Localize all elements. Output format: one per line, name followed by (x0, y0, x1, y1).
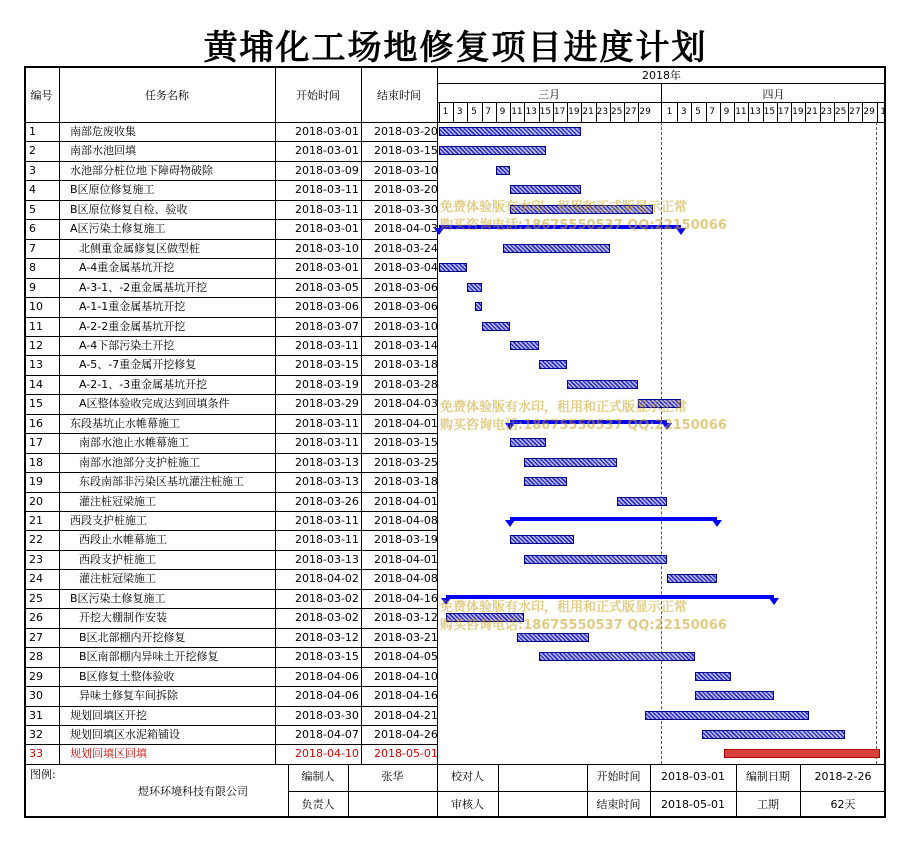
task-start: 2018-03-06 (295, 300, 359, 314)
day-label: 13 (525, 107, 537, 117)
task-start: 2018-03-30 (295, 708, 359, 722)
task-id: 18 (29, 455, 43, 469)
task-end: 2018-04-01 (374, 494, 438, 508)
task-end: 2018-03-06 (374, 280, 438, 294)
compiler-value: 张华 (381, 769, 404, 783)
day-label: 29 (639, 107, 651, 117)
task-name: A-3-1、-2重金属基坑开挖 (79, 280, 208, 294)
header-id: 编号 (30, 89, 53, 102)
grid-line (24, 355, 437, 356)
task-bar (510, 438, 546, 447)
company-name: 煜环环境科技有限公司 (138, 784, 248, 798)
grid-line (24, 686, 437, 687)
grid-line (24, 647, 437, 648)
task-start: 2018-03-02 (295, 591, 359, 605)
task-name: 灌注桩冠梁施工 (79, 572, 156, 586)
header-year: 2018年 (642, 69, 681, 82)
task-start: 2018-03-11 (295, 436, 359, 450)
task-end: 2018-03-20 (374, 125, 438, 138)
task-id: 3 (29, 163, 36, 177)
compile-date-label: 编制日期 (746, 769, 790, 783)
task-end: 2018-04-01 (374, 416, 438, 430)
task-id: 32 (29, 727, 43, 741)
summary-end-marker (712, 520, 722, 527)
task-bar (510, 185, 581, 194)
task-id: 23 (29, 552, 43, 566)
task-id: 17 (29, 436, 43, 450)
day-label: 29 (863, 107, 875, 117)
task-id: 6 (29, 222, 36, 236)
grid-line (24, 725, 437, 726)
grid-line (24, 239, 437, 240)
task-name: 规划回填区回填 (70, 747, 147, 761)
task-name: 水池部分桩位地下障碍物破除 (70, 163, 213, 177)
task-bar (510, 535, 574, 544)
task-bar (439, 146, 546, 155)
task-id: 22 (29, 533, 43, 547)
task-name: B区污染土修复施工 (70, 591, 166, 605)
task-end: 2018-04-08 (374, 572, 438, 586)
task-start: 2018-03-11 (295, 416, 359, 430)
grid-line (24, 569, 437, 570)
end-label: 结束时间 (596, 797, 641, 811)
header-month-april: 四月 (762, 88, 785, 101)
day-label: 5 (695, 107, 701, 117)
task-bar (695, 691, 773, 700)
task-bar (475, 302, 482, 311)
grid-line (24, 511, 437, 512)
task-end: 2018-03-20 (374, 183, 438, 197)
header-start: 开始时间 (296, 89, 340, 102)
checker-label: 校对人 (451, 769, 484, 783)
task-end: 2018-03-30 (374, 202, 438, 216)
watermark-line: 免费体验版有水印，租用和正式版显示正常 (440, 200, 688, 215)
day-label: 7 (485, 107, 492, 117)
grid-line (24, 394, 437, 395)
watermark-line: 免费体验版有水印，租用和正式版显示正常 (440, 600, 688, 615)
task-name: 灌注桩冠梁施工 (79, 494, 156, 508)
task-start: 2018-04-10 (295, 747, 359, 761)
task-start: 2018-03-15 (295, 358, 359, 372)
task-start: 2018-03-09 (295, 163, 359, 177)
grid-line (24, 764, 886, 765)
month-divider (876, 122, 877, 764)
grid-line (24, 706, 437, 707)
grid-line (24, 453, 437, 454)
task-bar (667, 574, 717, 583)
day-label: 11 (511, 107, 523, 117)
watermark-line: 购买咨询电话:18675550537 QQ:22150066 (440, 218, 727, 233)
day-label: 21 (806, 107, 818, 117)
task-end: 2018-03-19 (374, 533, 438, 547)
task-name: B区原位修复施工 (70, 183, 155, 197)
task-name: 南部水池止水帷幕施工 (79, 436, 189, 450)
grid-line (24, 122, 886, 123)
task-end: 2018-03-15 (374, 436, 438, 450)
task-bar (702, 730, 844, 739)
day-label: 3 (680, 107, 687, 117)
task-start: 2018-03-02 (295, 611, 359, 625)
task-bar (567, 380, 638, 389)
task-name: 南部水池回填 (70, 144, 136, 158)
task-id: 5 (29, 202, 36, 216)
task-bar (617, 497, 667, 506)
task-end: 2018-03-10 (374, 319, 438, 333)
task-bar (539, 360, 567, 369)
task-id: 8 (29, 261, 36, 275)
day-label: 21 (582, 107, 594, 117)
task-start: 2018-03-11 (295, 183, 359, 197)
day-label: 1 (666, 107, 673, 117)
task-end: 2018-03-21 (374, 630, 438, 644)
task-start: 2018-04-02 (295, 572, 359, 586)
task-id: 19 (29, 475, 43, 489)
task-start: 2018-03-13 (295, 475, 359, 489)
task-start: 2018-03-13 (295, 455, 359, 469)
task-bar (503, 244, 610, 253)
grid-line (24, 492, 437, 493)
task-id: 27 (29, 630, 43, 644)
task-bar (467, 283, 481, 292)
task-name: A-4重金属基坑开挖 (79, 261, 175, 275)
task-end: 2018-03-24 (374, 241, 438, 255)
task-name: 北侧重金属修复区做型桩 (79, 241, 200, 255)
task-bar (517, 633, 588, 642)
task-name: A区整体验收完成达到回填条件 (79, 397, 230, 411)
grid-line (59, 66, 60, 764)
day-label: 25 (610, 107, 623, 117)
task-name: 开挖大棚制作安装 (79, 611, 167, 625)
day-label: 1 (880, 107, 886, 117)
task-bar (439, 127, 581, 136)
task-name: B区原位修复自检、验收 (70, 202, 188, 216)
task-bar (539, 652, 696, 661)
task-start: 2018-04-07 (295, 727, 359, 741)
task-name: 西段止水帷幕施工 (79, 533, 167, 547)
task-end: 2018-03-18 (374, 475, 438, 489)
task-id: 30 (29, 689, 43, 703)
watermark-line: 购买咨询电话:18675550537 QQ:22150066 (440, 618, 727, 633)
grid-line (24, 297, 437, 298)
compile-date-value: 2018-2-26 (814, 769, 872, 783)
task-start: 2018-03-11 (295, 202, 359, 216)
task-id: 15 (29, 397, 43, 411)
task-start: 2018-03-11 (295, 514, 359, 527)
task-end: 2018-04-03 (374, 397, 438, 411)
task-start: 2018-03-11 (295, 533, 359, 547)
task-name: 西段支护桩施工 (79, 552, 156, 566)
task-end: 2018-03-15 (374, 144, 438, 158)
task-id: 25 (29, 591, 43, 605)
task-bar (524, 477, 567, 486)
task-end: 2018-04-26 (374, 727, 438, 741)
task-name: 规划回填区开挖 (70, 708, 147, 722)
day-label: 9 (499, 107, 506, 117)
grid-line (24, 628, 437, 629)
grid-line (24, 317, 437, 318)
grid-line (498, 764, 499, 818)
task-start: 2018-03-01 (295, 261, 359, 275)
day-label: 27 (849, 107, 861, 117)
task-end: 2018-04-05 (374, 650, 438, 664)
task-end: 2018-04-16 (374, 689, 438, 703)
day-label: 23 (820, 107, 833, 117)
task-start: 2018-04-06 (295, 669, 359, 683)
day-label: 17 (777, 107, 790, 117)
header-month-march: 三月 (538, 88, 560, 101)
task-id: 24 (29, 572, 43, 586)
day-label: 9 (723, 107, 730, 117)
task-bar (439, 263, 467, 272)
task-start: 2018-03-15 (295, 650, 359, 664)
grid-line (24, 744, 437, 745)
task-id: 20 (29, 494, 43, 508)
task-bar (695, 672, 731, 681)
header-task-name: 任务名称 (145, 89, 189, 102)
day-label: 5 (471, 107, 477, 117)
day-label: 23 (596, 107, 609, 117)
task-id: 21 (29, 514, 43, 527)
grid-line (24, 141, 437, 142)
task-name: 西段支护桩施工 (70, 514, 147, 527)
grid-line (24, 550, 437, 551)
legend-label: 图例: (30, 767, 56, 781)
task-start: 2018-04-06 (295, 689, 359, 703)
task-end: 2018-04-10 (374, 669, 438, 683)
task-name: A-2-2重金属基坑开挖 (79, 319, 186, 333)
header-end: 结束时间 (377, 89, 421, 102)
day-label: 19 (792, 107, 804, 117)
day-label: 17 (553, 107, 566, 117)
task-end: 2018-03-06 (374, 300, 438, 314)
task-bar (724, 749, 881, 758)
start-label: 开始时间 (596, 769, 641, 783)
task-end: 2018-03-25 (374, 455, 438, 469)
grid-line (24, 161, 437, 162)
grid-line (361, 66, 362, 764)
task-name: B区北部棚内开挖修复 (79, 630, 186, 644)
task-end: 2018-03-14 (374, 338, 438, 352)
task-end: 2018-04-16 (374, 591, 438, 605)
grid-line (24, 414, 437, 415)
task-id: 26 (29, 611, 43, 625)
task-id: 31 (29, 708, 43, 722)
grid-line (24, 433, 437, 434)
task-end: 2018-03-18 (374, 358, 438, 372)
task-id: 13 (29, 358, 43, 372)
grid-line (24, 336, 437, 337)
start-value: 2018-03-01 (661, 769, 725, 783)
duration-value: 62天 (830, 797, 856, 811)
task-id: 16 (29, 416, 43, 430)
task-id: 2 (29, 144, 36, 158)
task-name: B区修复土整体验收 (79, 669, 175, 683)
task-start: 2018-03-12 (295, 630, 359, 644)
grid-line (24, 180, 437, 181)
task-id: 33 (29, 747, 43, 761)
grid-line (24, 608, 437, 609)
day-label: 7 (709, 107, 716, 117)
grid-line (275, 66, 276, 764)
grid-line (24, 375, 437, 376)
grid-line (24, 219, 437, 220)
watermark-line: 免费体验版有水印，租用和正式版显示正常 (440, 400, 688, 415)
task-bar (510, 341, 538, 350)
task-start: 2018-03-01 (295, 125, 359, 138)
task-start: 2018-03-29 (295, 397, 359, 411)
grid-line (24, 530, 437, 531)
task-name: A-1-1重金属基坑开挖 (79, 300, 186, 314)
task-end: 2018-03-10 (374, 163, 438, 177)
grid-line (24, 258, 437, 259)
task-start: 2018-03-19 (295, 377, 359, 391)
task-name: A-4下部污染土开挖 (79, 338, 175, 352)
day-label: 27 (625, 107, 637, 117)
task-end: 2018-03-04 (374, 261, 438, 275)
task-id: 4 (29, 183, 36, 197)
task-start: 2018-03-26 (295, 494, 359, 508)
task-id: 29 (29, 669, 43, 683)
task-bar (496, 166, 510, 175)
task-start: 2018-03-07 (295, 319, 359, 333)
task-start: 2018-03-05 (295, 280, 359, 294)
task-bar (482, 322, 510, 331)
task-name: A-2-1、-3重金属基坑开挖 (79, 377, 208, 391)
owner-label: 负责人 (301, 797, 335, 811)
task-end: 2018-04-03 (374, 222, 438, 236)
grid-line (24, 589, 437, 590)
day-label: 3 (456, 107, 463, 117)
grid-line (24, 472, 437, 473)
task-name: 规划回填区水泥箱铺设 (70, 727, 180, 741)
grid-line (24, 200, 437, 201)
task-id: 9 (29, 280, 36, 294)
task-end: 2018-03-12 (374, 611, 438, 625)
task-name: A-5、-7重金属开挖修复 (79, 358, 197, 372)
day-label: 1 (442, 107, 449, 117)
grid-line (24, 667, 437, 668)
day-label: 11 (735, 107, 747, 117)
reviewer-label: 审核人 (451, 797, 484, 811)
task-bar (524, 555, 666, 564)
task-end: 2018-04-21 (374, 708, 438, 722)
day-label: 19 (568, 107, 580, 117)
task-name: 异味土修复车间拆除 (79, 689, 178, 703)
task-id: 28 (29, 650, 43, 664)
task-id: 1 (29, 125, 36, 138)
task-start: 2018-03-11 (295, 338, 359, 352)
task-start: 2018-03-10 (295, 241, 359, 255)
task-name: B区南部棚内异味土开挖修复 (79, 650, 219, 664)
task-end: 2018-04-01 (374, 552, 438, 566)
task-end: 2018-03-28 (374, 377, 438, 391)
day-label: 13 (749, 107, 761, 117)
summary-start-marker (505, 520, 515, 527)
task-id: 11 (29, 319, 43, 333)
compiler-label: 编制人 (301, 769, 335, 783)
task-bar (524, 458, 617, 467)
task-bar (645, 711, 809, 720)
task-name: 南部水池部分支护桩施工 (79, 455, 200, 469)
end-value: 2018-05-01 (661, 797, 725, 811)
task-name: A区污染土修复施工 (70, 222, 166, 236)
task-start: 2018-03-13 (295, 552, 359, 566)
task-id: 14 (29, 377, 43, 391)
watermark-line: 购买咨询电话:18675550537 QQ:22150066 (440, 418, 727, 433)
page-title: 黄埔化工场地修复项目进度计划 (203, 28, 708, 68)
task-start: 2018-03-01 (295, 144, 359, 158)
summary-end-marker (769, 598, 779, 605)
grid-line (24, 278, 437, 279)
task-end: 2018-04-08 (374, 514, 438, 527)
task-id: 7 (29, 241, 36, 255)
day-label: 15 (763, 107, 776, 117)
task-end: 2018-05-01 (374, 747, 438, 761)
day-label: 15 (539, 107, 552, 117)
duration-label: 工期 (757, 797, 779, 811)
task-name: 东段基坑止水帷幕施工 (70, 416, 180, 430)
task-name: 南部危废收集 (70, 125, 136, 138)
task-start: 2018-03-01 (295, 222, 359, 236)
summary-bar (446, 595, 774, 599)
task-name: 东段南部非污染区基坑灌注桩施工 (79, 475, 244, 489)
day-label: 25 (834, 107, 847, 117)
summary-bar (510, 517, 716, 521)
task-id: 10 (29, 300, 43, 314)
task-id: 12 (29, 338, 43, 352)
